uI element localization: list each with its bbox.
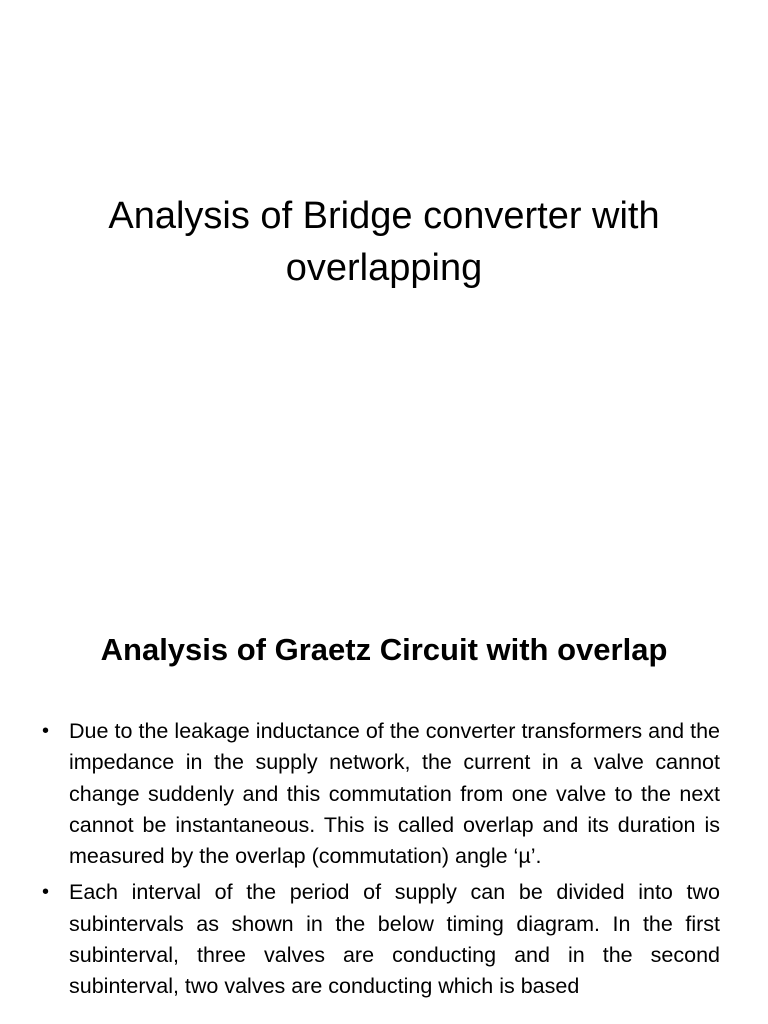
slide-heading: Analysis of Graetz Circuit with overlap — [100, 632, 668, 667]
bullet-text: Due to the leakage inductance of the converter transformers and the impedance in the supply network, the current in a valve cannot change suddenly and this commutation from one valve to the next cannot be instantaneous. This is called overlap and its duration is measured by the overlap (commutation) angle ‘µ’. — [69, 719, 720, 869]
bullet-marker: • — [42, 881, 50, 904]
bullet-text: Each interval of the period of supply can be divided into two subintervals as shown in the below timing diagram. In the first subinterval, three valves are conducting and in the second subinterval, two valves are conducting which is based — [69, 880, 720, 999]
bullet-marker: • — [42, 720, 50, 742]
bullet-item — [40, 877, 720, 1002]
bullet-item — [40, 716, 720, 872]
slide-title: Analysis of Bridge converter with overlapping — [108, 195, 660, 289]
bullet-list — [40, 716, 720, 1008]
slide-2 — [0, 576, 768, 1024]
